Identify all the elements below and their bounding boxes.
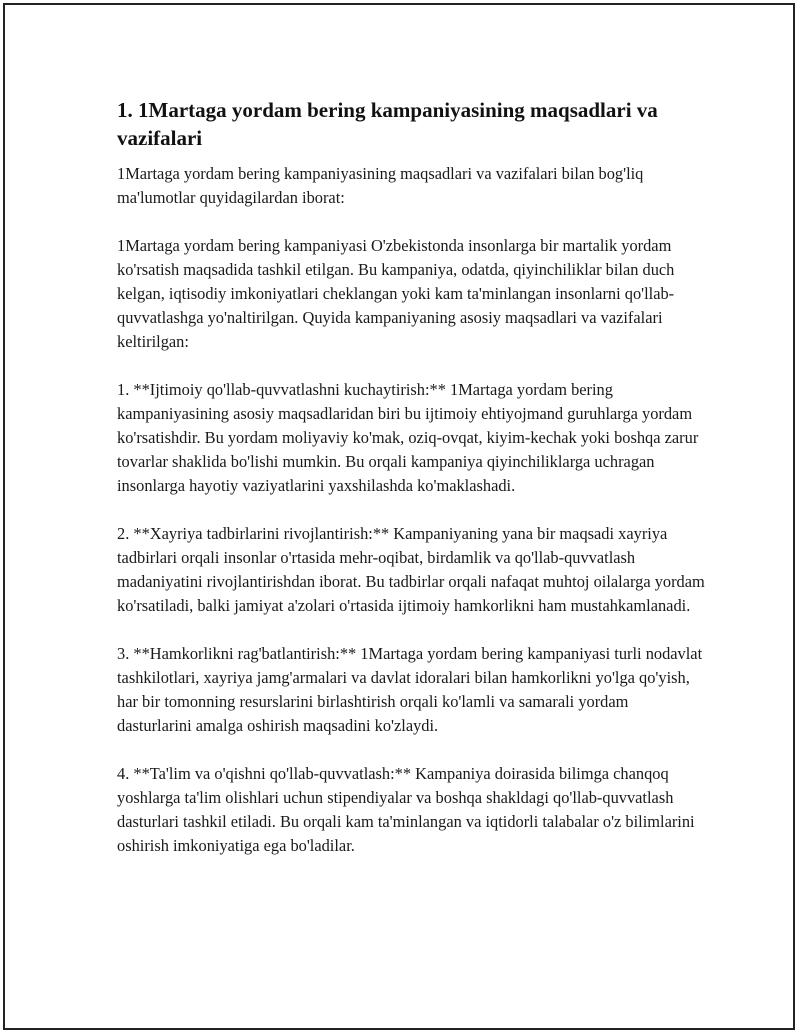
intro-paragraph: 1Martaga yordam bering kampaniyasining maqsadlari va vazifalari bilan bog'liq ma'lumotlar quyidagilardan iborat:: [117, 164, 644, 207]
goal-4-paragraph: 4. **Ta'lim va o'qishni qo'llab-quvvatlash:** Kampaniya doirasida bilimga chanqoq yoshlarga ta'lim olishlari uchun stipendiyalar va boshqa shakldagi qo'llab-quvvatlash dasturlari tashkil etiladi. Bu orqali kam ta'minlangan va iqtidorli talabalar o'z bilimlarini oshirish imkoniyatiga ega bo'ladilar.: [117, 764, 695, 855]
goal-1-paragraph: 1. **Ijtimoiy qo'llab-quvvatlashni kuchaytirish:** 1Martaga yordam bering kampaniyasining asosiy maqsadlaridan biri bu ijtimoiy ehtiyojmand guruhlarga yordam ko'rsatishdir. Bu yordam moliyaviy ko'mak, oziq-ovqat, kiyim-kechak yoki boshqa zarur tovarlar shaklida bo'lishi mumkin. Bu orqali kampaniya qiyinchiliklarga uchragan insonlarga hayotiy vaziyatlarini yaxshilashda ko'maklashadi.: [117, 380, 699, 495]
document-body: [117, 96, 707, 882]
goal-3-paragraph: 3. **Hamkorlikni rag'batlantirish:** 1Martaga yordam bering kampaniyasi turli nodavlat tashkilotlari, xayriya jamg'armalari va davlat idoralari bilan hamkorlikni yo'lga qo'yish, har bir tomonning resurslarini birlashtirish orqali ko'lamli va samarali yordam dasturlarini amalga oshirish maqsadini ko'zlaydi.: [117, 644, 703, 735]
overview-paragraph: 1Martaga yordam bering kampaniyasi O'zbekistonda insonlarga bir martalik yordam ko'rsatish maqsadida tashkil etilgan. Bu kampaniya, odatda, qiyinchiliklar bilan duch kelgan, iqtisodiy imkoniyatlari cheklangan yoki kam ta'minlangan insonlarni qo'llab-quvvatlashga yo'naltirilgan. Quyida kampaniyaning asosiy maqsadlari va vazifalari keltirilgan:: [117, 236, 675, 351]
goal-2-paragraph: 2. **Xayriya tadbirlarini rivojlantirish:** Kampaniyaning yana bir maqsadi xayriya tadbirlari orqali insonlar o'rtasida mehr-oqibat, birdamlik va qo'llab-quvvatlash madaniyatini rivojlantirishdan iborat. Bu tadbirlar orqali nafaqat muhtoj oilalarga yordam ko'rsatiladi, balki jamiyat a'zolari o'rtasida ijtimoiy hamkorlikni ham mustahkamlanadi.: [117, 524, 705, 615]
document-title: 1. 1Martaga yordam bering kampaniyasining maqsadlari va vazifalari: [117, 98, 658, 150]
